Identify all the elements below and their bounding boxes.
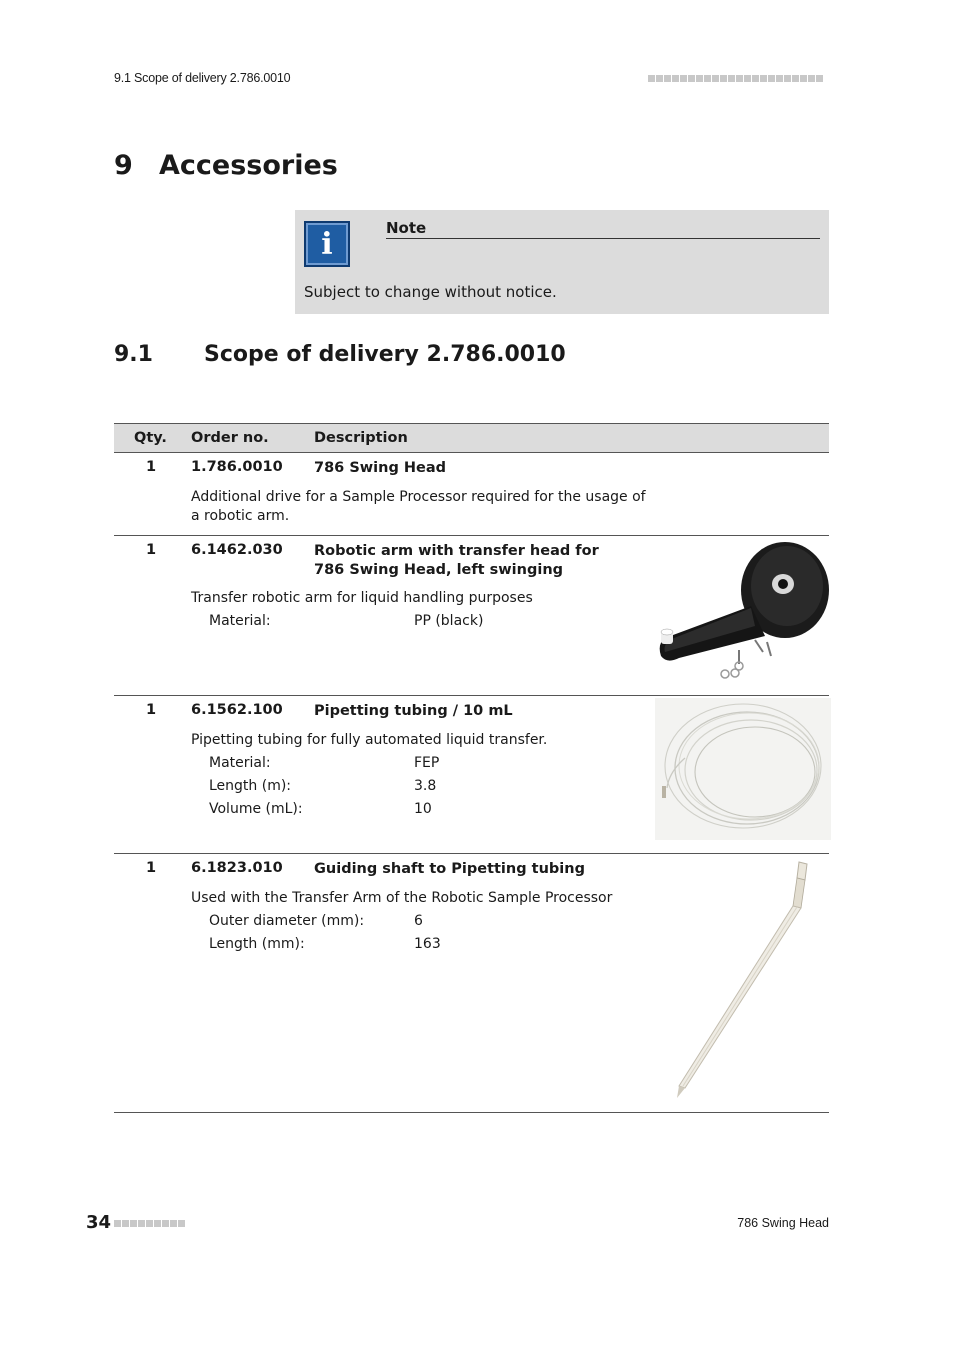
- note-text: Subject to change without notice.: [304, 283, 557, 301]
- row-order-no: 6.1823.010: [191, 860, 283, 876]
- spec-list: [209, 610, 483, 633]
- spec-row: [209, 775, 439, 798]
- chapter-title: Accessories: [159, 150, 338, 181]
- spec-value: 6: [414, 913, 423, 929]
- running-head: 9.1 Scope of delivery 2.786.0010: [114, 71, 291, 85]
- spec-row: [209, 910, 441, 933]
- spec-list: [209, 752, 439, 821]
- row-description: Additional drive for a Sample Processor required for the usage of a robotic arm.: [191, 489, 646, 524]
- row-order-no: 6.1462.030: [191, 542, 283, 558]
- guiding-shaft-image: [655, 856, 831, 1102]
- row-qty: 1: [146, 459, 157, 475]
- spec-value: PP (black): [414, 613, 484, 629]
- header-order-no: Order no.: [191, 430, 269, 446]
- row-qty: 1: [146, 860, 157, 876]
- row-title: 786 Swing Head: [314, 460, 447, 476]
- footer-decoration: [114, 1220, 185, 1227]
- row-title: Robotic arm with transfer head for 786 Swing Head, left swinging: [314, 543, 599, 578]
- note-box: [295, 210, 829, 314]
- page-number: 34: [86, 1212, 112, 1233]
- row-order-no: 6.1562.100: [191, 702, 283, 718]
- spec-value: FEP: [414, 755, 440, 771]
- spec-label: Volume (mL):: [209, 801, 303, 817]
- spec-list: [209, 910, 441, 956]
- spec-row: [209, 610, 483, 633]
- note-title: Note: [386, 219, 820, 239]
- spec-value: 3.8: [414, 778, 437, 794]
- spec-label: Material:: [209, 755, 271, 771]
- row-qty: 1: [146, 702, 157, 718]
- table-row: [114, 536, 829, 696]
- spec-row: [209, 933, 441, 956]
- footer-document-title: 786 Swing Head: [737, 1216, 829, 1230]
- header-description: Description: [314, 430, 408, 446]
- table-row: [114, 453, 829, 536]
- row-description: Pipetting tubing for fully automated liquid transfer.: [191, 732, 548, 748]
- section-heading: [114, 342, 566, 367]
- spec-label: Length (m):: [209, 778, 292, 794]
- spec-row: [209, 798, 439, 821]
- row-qty: 1: [146, 542, 157, 558]
- info-icon: i: [304, 221, 350, 267]
- spec-label: Material:: [209, 613, 271, 629]
- row-description: Transfer robotic arm for liquid handling purposes: [191, 590, 533, 606]
- header-decoration: [648, 75, 823, 82]
- spec-label: Length (mm):: [209, 936, 305, 952]
- spec-row: [209, 752, 439, 775]
- row-description: Used with the Transfer Arm of the Robotic Sample Processor: [191, 890, 613, 906]
- section-number: 9.1: [114, 342, 153, 367]
- delivery-table: [114, 423, 829, 1113]
- robotic-arm-image: [655, 538, 831, 686]
- row-title: Guiding shaft to Pipetting tubing: [314, 861, 585, 877]
- chapter-heading: [114, 150, 338, 181]
- row-title: Pipetting tubing / 10 mL: [314, 703, 513, 719]
- header-qty: Qty.: [134, 430, 167, 446]
- section-title: Scope of delivery 2.786.0010: [204, 342, 566, 367]
- spec-value: 163: [414, 936, 441, 952]
- spec-label: Outer diameter (mm):: [209, 913, 365, 929]
- spec-value: 10: [414, 801, 432, 817]
- table-row: [114, 854, 829, 1113]
- row-order-no: 1.786.0010: [191, 459, 283, 475]
- chapter-number: 9: [114, 150, 133, 181]
- table-header: [114, 423, 829, 453]
- table-row: [114, 696, 829, 854]
- pipetting-tubing-image: [655, 698, 831, 840]
